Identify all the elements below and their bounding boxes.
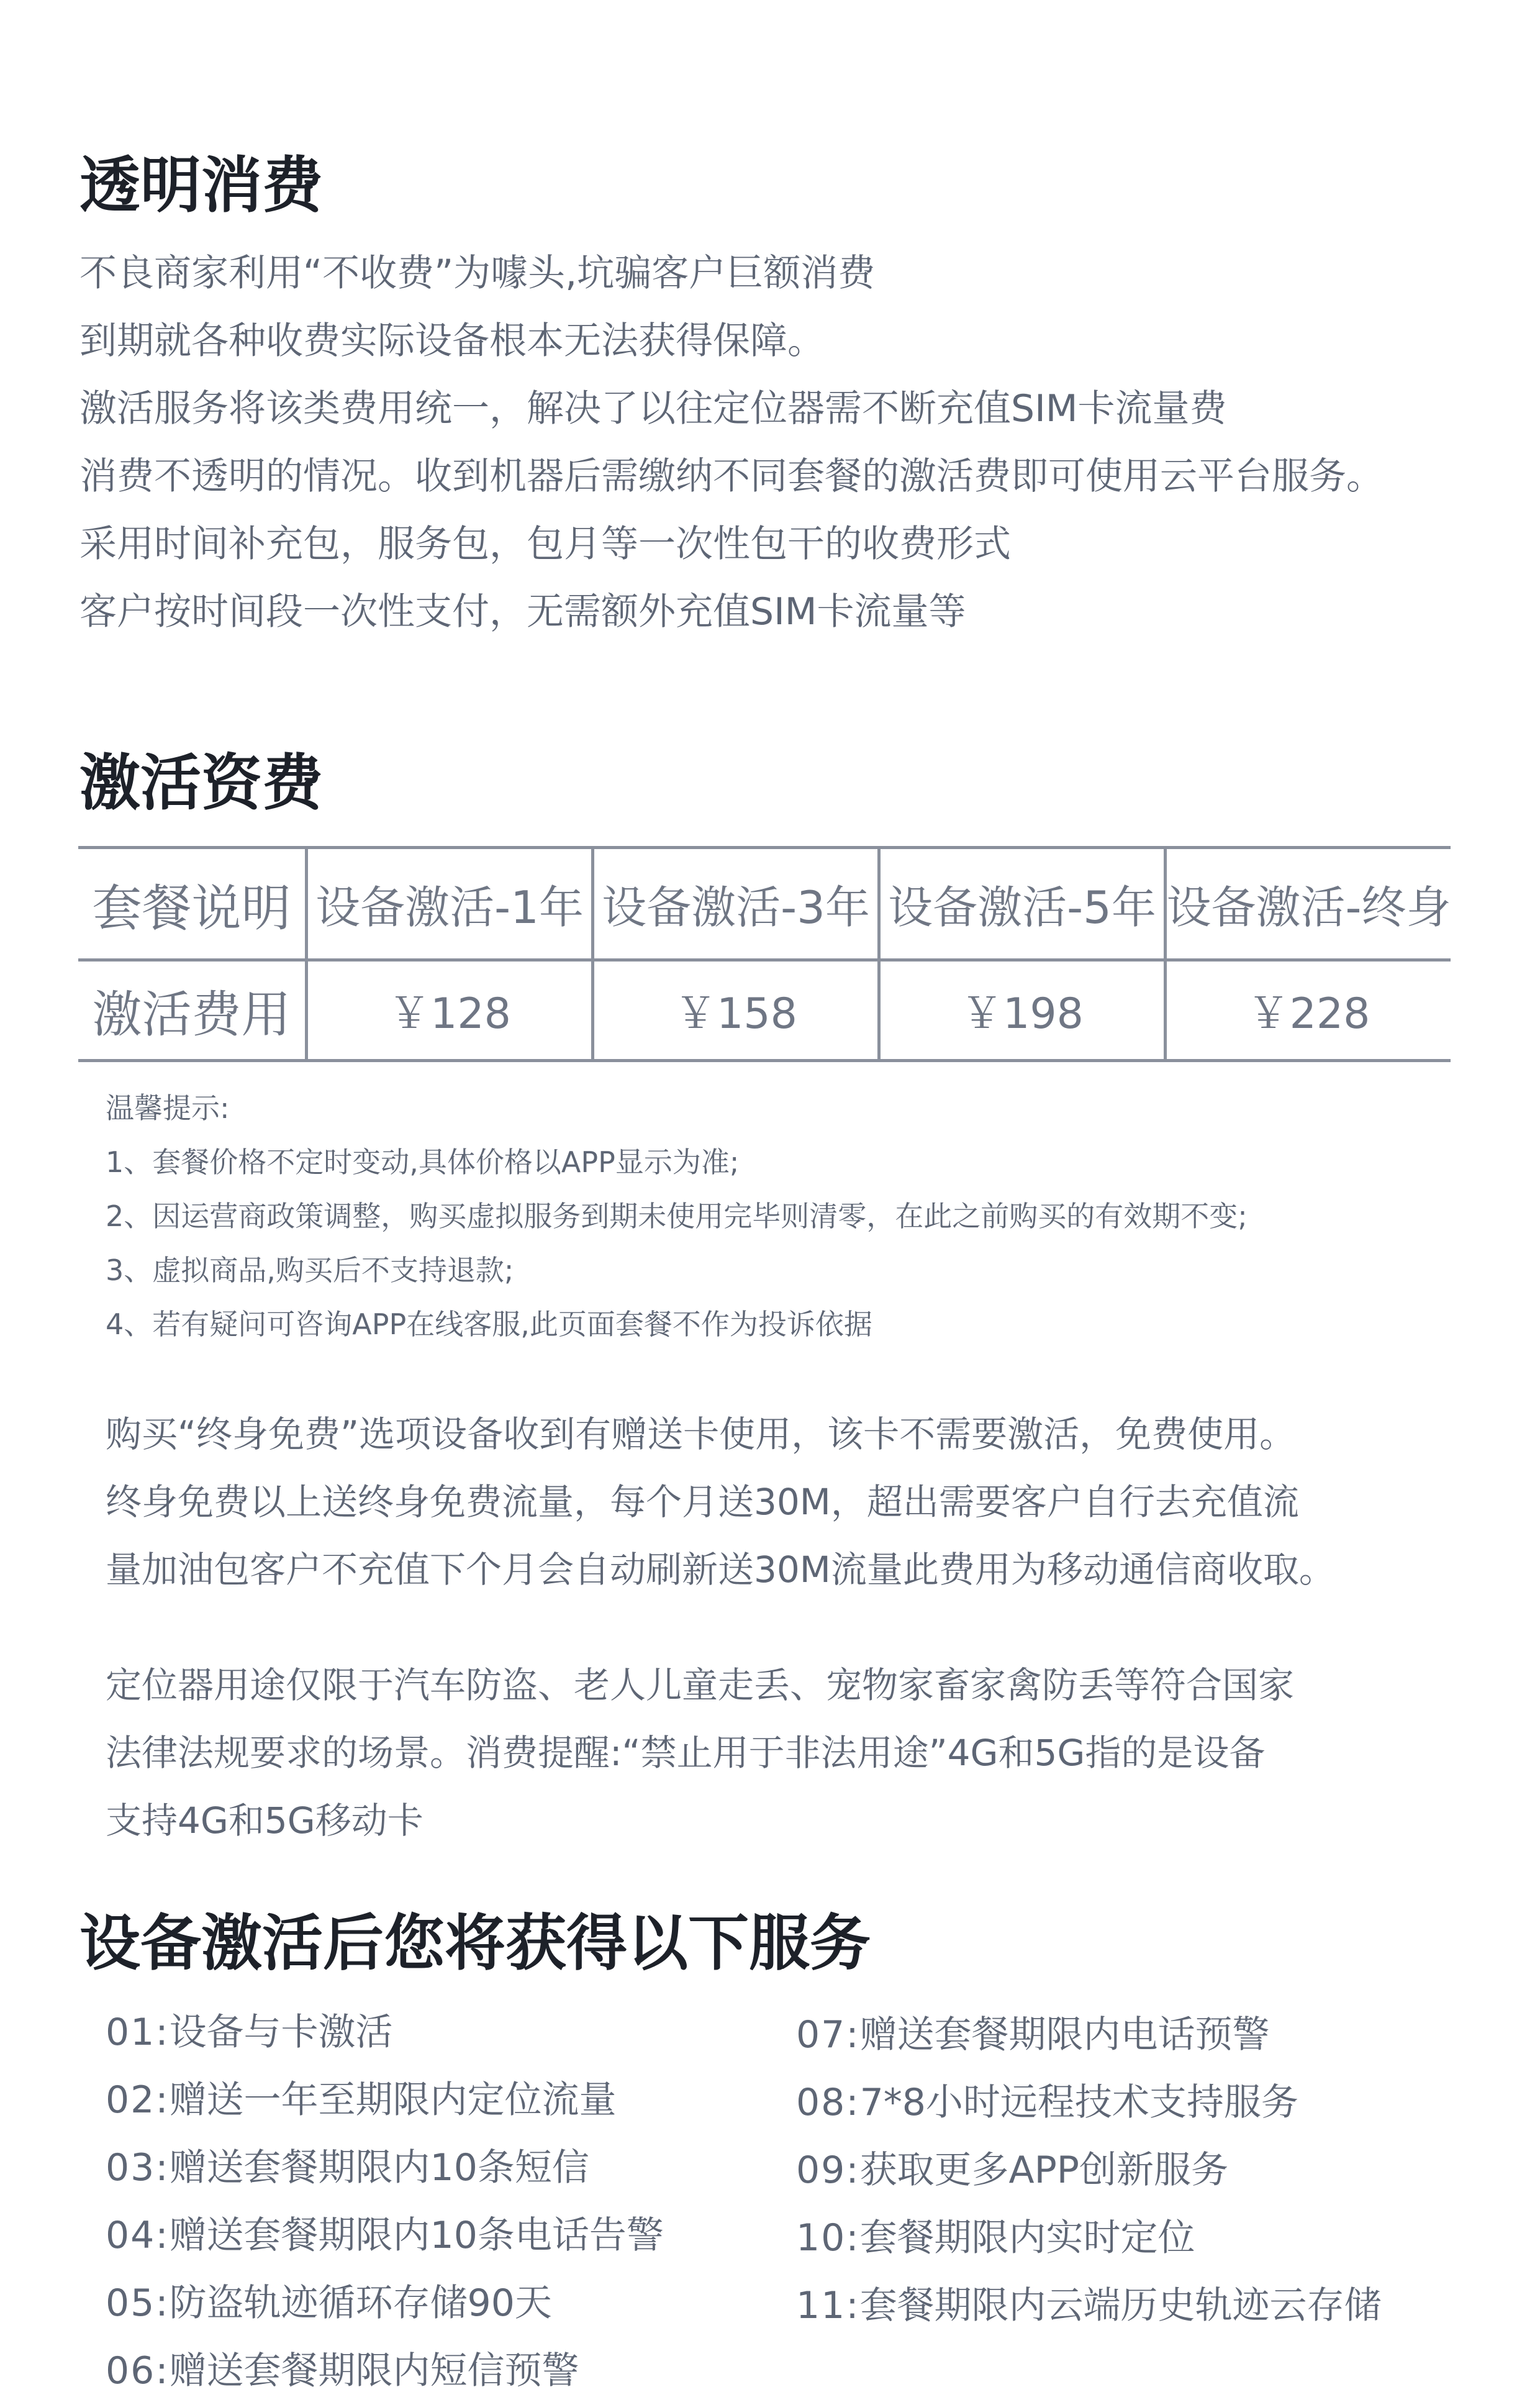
service-number: 06:	[106, 2349, 170, 2393]
service-text: 设备与卡激活	[169, 2011, 393, 2054]
plan-name-3y: 设备激活-3年	[591, 849, 877, 958]
service-number: 02:	[106, 2078, 170, 2122]
note-item: 1、套餐价格不定时变动,具体价格以APP显示为准;	[106, 1145, 740, 1179]
usage-paragraph	[106, 1652, 1294, 1855]
fee-header-label: 套餐说明	[92, 879, 291, 937]
transparent-line: 激活服务将该类费用统一，解决了以往定位器需不断充值SIM卡流量费	[79, 387, 1227, 430]
service-text: 套餐期限内实时定位	[859, 2216, 1195, 2260]
plan-name-lifetime: 设备激活-终身	[1164, 849, 1451, 958]
service-number: 11:	[796, 2284, 860, 2327]
fees-title: 激活资费	[79, 748, 324, 819]
service-text: 赠送一年至期限内定位流量	[169, 2078, 617, 2122]
service-item	[796, 2069, 1382, 2137]
usage-line: 定位器用途仅限于汽车防盗、老人儿童走丢、宠物家畜家禽防丢等符合国家	[106, 1664, 1295, 1706]
service-item	[106, 2337, 664, 2405]
service-text: 7*8小时远程技术支持服务	[859, 2081, 1298, 2124]
service-item	[106, 2066, 664, 2134]
plan-name-1y: 设备激活-1年	[305, 849, 591, 958]
service-number: 09:	[796, 2148, 860, 2192]
transparent-title: 透明消费	[79, 150, 324, 221]
fee-table	[78, 846, 1451, 1062]
fee-header-row	[78, 849, 1451, 958]
service-item	[106, 1999, 664, 2066]
service-item	[106, 2202, 664, 2270]
service-text: 赠送套餐期限内短信预警	[169, 2349, 579, 2393]
service-number: 08:	[796, 2081, 860, 2124]
usage-line: 法律法规要求的场景。消费提醒:“禁止用于非法用途”4G和5G指的是设备	[106, 1732, 1266, 1774]
lifetime-line: 量加油包客户不充值下个月会自动刷新送30M流量此费用为移动通信商收取。	[106, 1548, 1335, 1591]
transparent-line: 客户按时间段一次性支付，无需额外充值SIM卡流量等	[79, 590, 966, 634]
transparent-line: 到期就各种收费实际设备根本无法获得保障。	[79, 319, 825, 363]
service-text: 赠送套餐期限内电话预警	[859, 2013, 1270, 2057]
plan-price-3y: ￥158	[591, 962, 877, 1059]
services-list-right	[796, 2001, 1382, 2340]
services-title: 设备激活后您将获得以下服务	[79, 1908, 871, 1979]
usage-line: 支持4G和5G移动卡	[106, 1799, 424, 1842]
note-item: 3、虚拟商品,购买后不支持退款;	[106, 1253, 514, 1287]
service-number: 05:	[106, 2281, 170, 2325]
note-item: 2、因运营商政策调整，购买虚拟服务到期未使用完毕则清零，在此之前购买的有效期不变;	[106, 1199, 1248, 1233]
service-number: 07:	[796, 2013, 860, 2057]
plan-price-lifetime: ￥228	[1164, 962, 1451, 1059]
service-item	[106, 2134, 664, 2202]
plan-price-5y: ￥198	[877, 962, 1164, 1059]
plan-price-1y: ￥128	[305, 962, 591, 1059]
note-item: 4、若有疑问可咨询APP在线客服,此页面套餐不作为投诉依据	[106, 1307, 872, 1341]
service-item	[796, 2137, 1382, 2204]
service-number: 01:	[106, 2011, 170, 2054]
service-item	[796, 2204, 1382, 2272]
notes-block	[106, 1081, 1248, 1352]
transparent-line: 采用时间补充包，服务包，包月等一次性包干的收费形式	[79, 522, 1011, 566]
service-number: 04:	[106, 2214, 170, 2257]
service-text: 获取更多APP创新服务	[859, 2148, 1228, 2192]
transparent-line: 不良商家利用“不收费”为噱头,坑骗客户巨额消费	[79, 252, 876, 295]
transparent-line: 消费不透明的情况。收到机器后需缴纳不同套餐的激活费即可使用云平台服务。	[79, 455, 1384, 498]
fee-price-row	[78, 958, 1451, 1059]
service-item	[106, 2270, 664, 2337]
service-text: 防盗轨迹循环存储90天	[169, 2281, 552, 2325]
transparent-paragraph	[79, 240, 1384, 646]
plan-name-5y: 设备激活-5年	[877, 849, 1164, 958]
service-item	[796, 2001, 1382, 2069]
service-text: 赠送套餐期限内10条短信	[169, 2146, 589, 2189]
service-item	[796, 2272, 1382, 2340]
service-text: 赠送套餐期限内10条电话告警	[169, 2214, 664, 2257]
lifetime-line: 购买“终身免费”选项设备收到有赠送卡使用，该卡不需要激活，免费使用。	[106, 1413, 1296, 1455]
service-number: 03:	[106, 2146, 170, 2189]
notes-heading: 温馨提示:	[106, 1091, 230, 1125]
fee-row-label: 激活费用	[92, 986, 291, 1043]
services-list-left	[106, 1999, 664, 2405]
lifetime-paragraph	[106, 1401, 1335, 1604]
lifetime-line: 终身免费以上送终身免费流量，每个月送30M，超出需要客户自行去充值流	[106, 1481, 1299, 1523]
service-text: 套餐期限内云端历史轨迹云存储	[859, 2284, 1382, 2327]
service-number: 10:	[796, 2216, 860, 2260]
